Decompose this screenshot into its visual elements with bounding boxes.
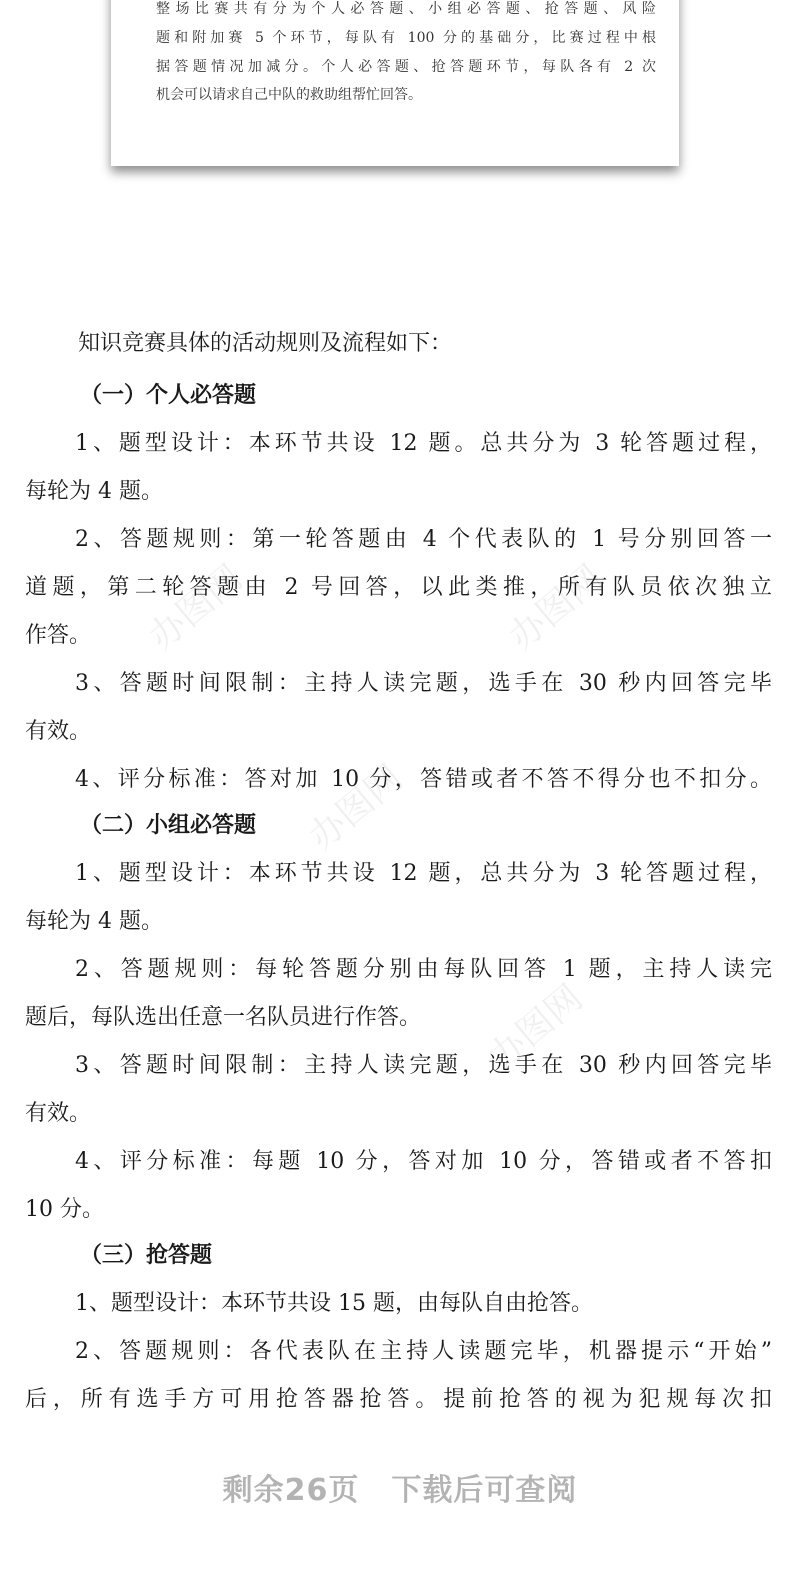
paragraph-line: 4、评分标准：每题 10 分，答对加 10 分，答错或者不答扣: [75, 1149, 772, 1174]
card-line: 机会可以请求自己中队的救助组帮忙回答。: [156, 87, 422, 103]
paragraph-line: 2、答题规则：第一轮答题由 4 个代表队的 1 号分别回答一: [75, 527, 772, 552]
paragraph-line: 1、题型设计：本环节共设 12 题，总共分为 3 轮答题过程，: [75, 861, 772, 886]
section-heading: （一）个人必答题: [80, 382, 257, 408]
paragraph-line: 2、答题规则：各代表队在主持人读题完毕，机器提示“开始”: [75, 1339, 772, 1364]
remaining-pages-label: 剩余26页: [222, 1473, 360, 1508]
watermark: 办图网: [481, 977, 591, 1079]
paragraph-line: 10 分。: [25, 1197, 104, 1222]
watermark: 办图网: [141, 557, 251, 659]
paragraph-line: 每轮为 4 题。: [25, 909, 163, 934]
watermark: 办图网: [501, 557, 611, 659]
download-prompt[interactable]: [0, 1465, 800, 1509]
document-preview-card: [111, 0, 679, 166]
paragraph-line: 有效。: [25, 719, 92, 744]
card-line: 整场比赛共有分为个人必答题、小组必答题、抢答题、风险: [156, 1, 656, 17]
paragraph-line: 作答。: [25, 623, 92, 648]
paragraph-line: 题后，每队选出任意一名队员进行作答。: [25, 1005, 422, 1030]
section-heading: （二）小组必答题: [80, 812, 257, 838]
intro-text: 知识竞赛具体的活动规则及流程如下：: [78, 331, 453, 356]
download-to-view-label: 下载后可查阅: [391, 1473, 578, 1508]
card-line: 题和附加赛 5 个环节，每队有 100 分的基础分，比赛过程中根: [156, 30, 656, 46]
paragraph-line: 1、题型设计：本环节共设 15 题，由每队自由抢答。: [75, 1291, 593, 1316]
paragraph-line: 4、评分标准：答对加 10 分，答错或者不答不得分也不扣分。: [75, 767, 772, 792]
card-line: 据答题情况加减分。个人必答题、抢答题环节，每队各有 2 次: [156, 59, 656, 75]
paragraph-line: 每轮为 4 题。: [25, 479, 163, 504]
paragraph-line: 3、答题时间限制：主持人读完题，选手在 30 秒内回答完毕: [75, 1053, 772, 1078]
paragraph-line: 1、题型设计：本环节共设 12 题。总共分为 3 轮答题过程，: [75, 431, 772, 456]
paragraph-line: 3、答题时间限制：主持人读完题，选手在 30 秒内回答完毕: [75, 671, 772, 696]
paragraph-line: 2、答题规则：每轮答题分别由每队回答 1 题，主持人读完: [75, 957, 772, 982]
paragraph-line: 道题，第二轮答题由 2 号回答，以此类推，所有队员依次独立: [25, 575, 772, 600]
paragraph-line: 后，所有选手方可用抢答器抢答。提前抢答的视为犯规每次扣: [25, 1387, 772, 1412]
paragraph-line: 有效。: [25, 1101, 92, 1126]
section-heading: （三）抢答题: [80, 1242, 213, 1268]
watermark: 办图网: [301, 757, 411, 859]
